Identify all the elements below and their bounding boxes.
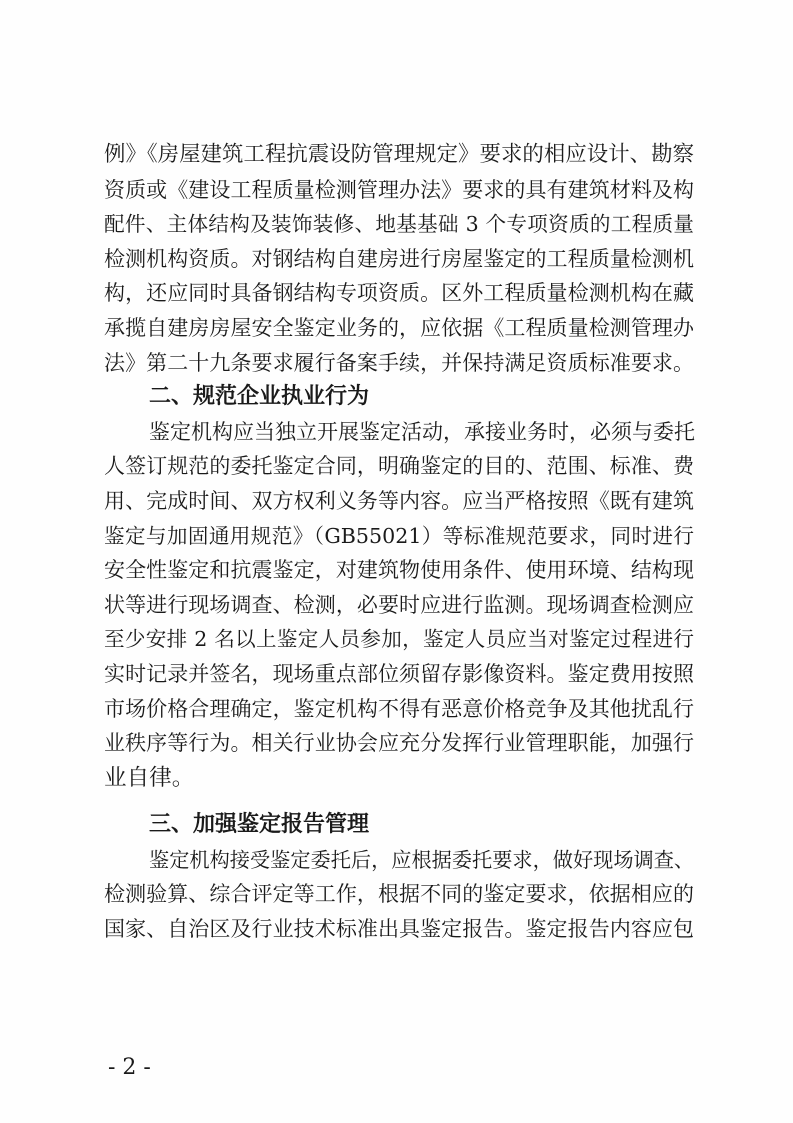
section-heading-3: 三、加强鉴定报告管理 bbox=[149, 812, 370, 838]
text-line: 业秩序等行为。相关行业协会应充分发挥行业管理职能，加强行 bbox=[104, 731, 694, 756]
text-line: 实时记录并签名，现场重点部位须留存影像资料。鉴定费用按照 bbox=[104, 661, 694, 686]
text-line: 人签订规范的委托鉴定合同，明确鉴定的目的、范围、标准、费 bbox=[104, 454, 694, 479]
text-line: 法》第二十九条要求履行备案手续，并保持满足资质标准要求。 bbox=[104, 350, 694, 375]
text-line: 业自律。 bbox=[104, 764, 195, 791]
text-line: 配件、主体结构及装饰装修、地基基础 3 个专项资质的工程质量 bbox=[104, 212, 694, 237]
text-line: 构，还应同时具备钢结构专项资质。区外工程质量检测机构在藏 bbox=[104, 281, 694, 306]
document-body bbox=[104, 138, 694, 947]
text-line: 状等进行现场调查、检测，必要时应进行监测。现场调查检测应 bbox=[104, 592, 694, 617]
section-heading-2: 二、规范企业执业行为 bbox=[149, 384, 370, 410]
text-line: 例》《房屋建筑工程抗震设防管理规定》要求的相应设计、勘察 bbox=[104, 142, 694, 167]
text-line: 用、完成时间、双方权利义务等内容。应当严格按照《既有建筑 bbox=[104, 488, 694, 513]
text-line: 安全性鉴定和抗震鉴定，对建筑物使用条件、使用环境、结构现 bbox=[104, 558, 694, 583]
text-line: 至少安排 2 名以上鉴定人员参加，鉴定人员应当对鉴定过程进行 bbox=[104, 627, 694, 652]
text-line: 市场价格合理确定，鉴定机构不得有恶意价格竞争及其他扰乱行 bbox=[104, 696, 694, 721]
text-line: 检测机构资质。对钢结构自建房进行房屋鉴定的工程质量检测机 bbox=[104, 246, 694, 271]
page-number: - 2 - bbox=[108, 1055, 151, 1080]
text-line: 鉴定与加固通用规范》（GB55021）等标准规范要求，同时进行 bbox=[104, 523, 694, 548]
text-line: 鉴定机构接受鉴定委托后，应根据委托要求，做好现场调查、 bbox=[149, 847, 695, 872]
text-line: 承揽自建房房屋安全鉴定业务的，应依据《工程质量检测管理办 bbox=[104, 315, 694, 340]
text-line: 检测验算、综合评定等工作，根据不同的鉴定要求，依据相应的 bbox=[104, 882, 694, 907]
text-line: 鉴定机构应当独立开展鉴定活动，承接业务时，必须与委托 bbox=[149, 419, 695, 444]
text-line: 资质或《建设工程质量检测管理办法》要求的具有建筑材料及构 bbox=[104, 177, 694, 202]
paragraph-gap bbox=[104, 795, 694, 808]
text-line: 国家、自治区及行业技术标准出具鉴定报告。鉴定报告内容应包 bbox=[104, 917, 694, 942]
